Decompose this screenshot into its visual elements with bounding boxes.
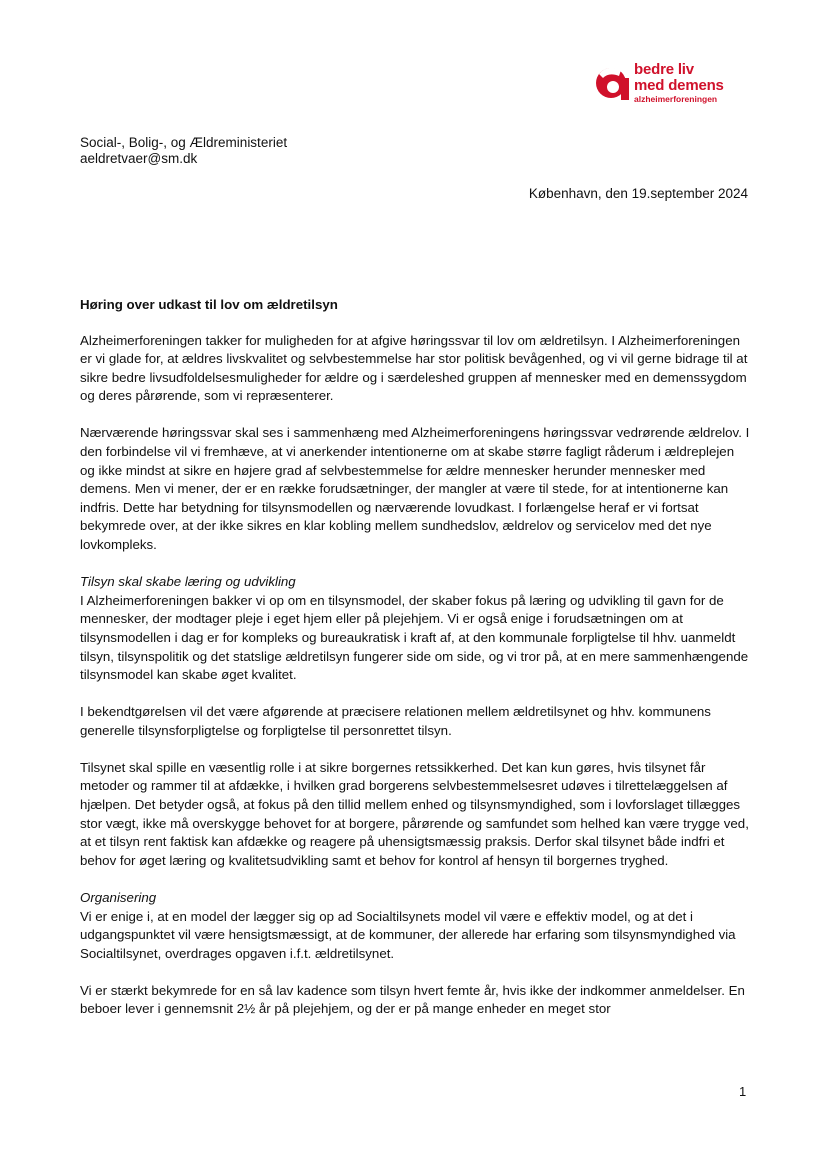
alzheimerforeningen-logo	[593, 60, 743, 106]
paragraph-6: Vi er enige i, at en model der lægger sig op ad Socialtilsynets model vil være e effektiv model, og at det i udgangspunktet vil være hensigtsmæssigt, at de kommuner, der allerede har erfaring som tilsynsmyndighed via Socialtilsynet, overdrages opgaven i.f.t. ældretilsynet.	[80, 908, 736, 961]
logo-line-1: bedre liv	[634, 61, 694, 78]
subheading-organisering: Organisering	[80, 889, 157, 905]
paragraph-4: I bekendtgørelsen vil det være afgørende at præcisere relationen mellem ældretilsynet og hhv. kommunens generelle tilsynsforpligtelse og forpligtelse til personrettet tilsyn.	[80, 704, 711, 738]
recipient-name: Social-, Bolig-, og Ældreministeriet	[80, 135, 288, 150]
logo-a-icon	[593, 60, 629, 106]
letter-date: København, den 19.september 2024	[528, 186, 748, 201]
logo-line-3: alzheimerforeningen	[634, 94, 718, 104]
recipient-address	[80, 135, 287, 167]
logo-line-2: med demens	[634, 77, 724, 94]
letter-heading: Høring over udkast til lov om ældretilsyn	[80, 297, 338, 312]
paragraph-7: Vi er stærkt bekymrede for en så lav kadence som tilsyn hvert femte år, hvis ikke der indkommer anmeldelser. En beboer lever i gennemsnit 2½ år på plejehjem, og der er på mange enheder en meget stor	[80, 982, 745, 1017]
recipient-email: aeldretvaer@sm.dk	[80, 151, 198, 166]
letter-body	[80, 296, 752, 1038]
page-number: 1	[739, 1084, 747, 1099]
paragraph-3: I Alzheimerforeningen bakker vi op om en tilsynsmodel, der skaber fokus på læring og udvikling til gavn for de mennesker, der modtager pleje i eget hjem eller på plejehjem. Vi er også enige i forudsætningen om at tilsynsmodellen i dag er for kompleks og bureaukratisk i kraft af, at den kommunale forpligtelse til hhv. uanmeldt tilsyn, tilsynspolitik og det statslige ældretilsyn fungerer side om side, og vi tror på, at en mere sammenhængende tilsynsmodel kan skabe øget kvalitet.	[80, 592, 749, 683]
paragraph-5: Tilsynet skal spille en væsentlig rolle i at sikre borgernes retssikkerhed. Det kan kun gøres, hvis tilsynet får metoder og rammer til at afdække, i hvilken grad borgerens selvbestemmelsesret udøves i tilrettelæggelsen af hjælpen. Det betyder også, at fokus på den tillid mellem enhed og tilsynsmyndighed, som i lovforslaget tillægges stor vægt, ikke må overskygge behovet for at borgere, pårørende og samfundet som helhed kan være trygge ved, at et tilsyn rent faktisk kan afdække og reagere på uhensigtsmæssig praksis. Derfor skal tilsynet både indfri et behov for øget læring og kvalitetsudvikling samt et behov for kontrol af hensyn til borgernes tryghed.	[80, 759, 749, 868]
paragraph-1: Alzheimerforeningen takker for muligheden for at afgive høringssvar til lov om ældretilsyn. I Alzheimerforeningen er vi glade for, at ældres livskvalitet og selvbestemmelse har stor politisk bevågenhed, og vi vil gerne bidrage til at sikre bedre livsudfoldelsesmuligheder for ældre og i særdeleshed gruppen af mennesker med en demenssygdom og deres pårørende, som vi repræsenterer.	[80, 332, 748, 404]
logo-text	[634, 62, 724, 104]
subheading-tilsyn: Tilsyn skal skabe læring og udvikling	[80, 574, 296, 590]
paragraph-2: Nærværende høringssvar skal ses i sammenhæng med Alzheimerforeningens høringssvar vedrørende ældrelov. I den forbindelse vil vi fremhæve, at vi anerkender intentionerne om at skabe større fagligt råderum i ældreplejen og ikke mindst at sikre en højere grad af selvbestemmelse for ældre mennesker herunder mennesker med demens. Men vi mener, der er en række forudsætninger, der mangler at være til stede, for at intentionerne kan indfris. Dette har betydning for tilsynsmodellen og nærværende lovudkast. I forlængelse heraf er vi fortsat bekymrede over, at der ikke sikres en klar kobling mellem sundhedslov, ældrelov og servicelov med det nye lovkompleks.	[80, 425, 750, 553]
